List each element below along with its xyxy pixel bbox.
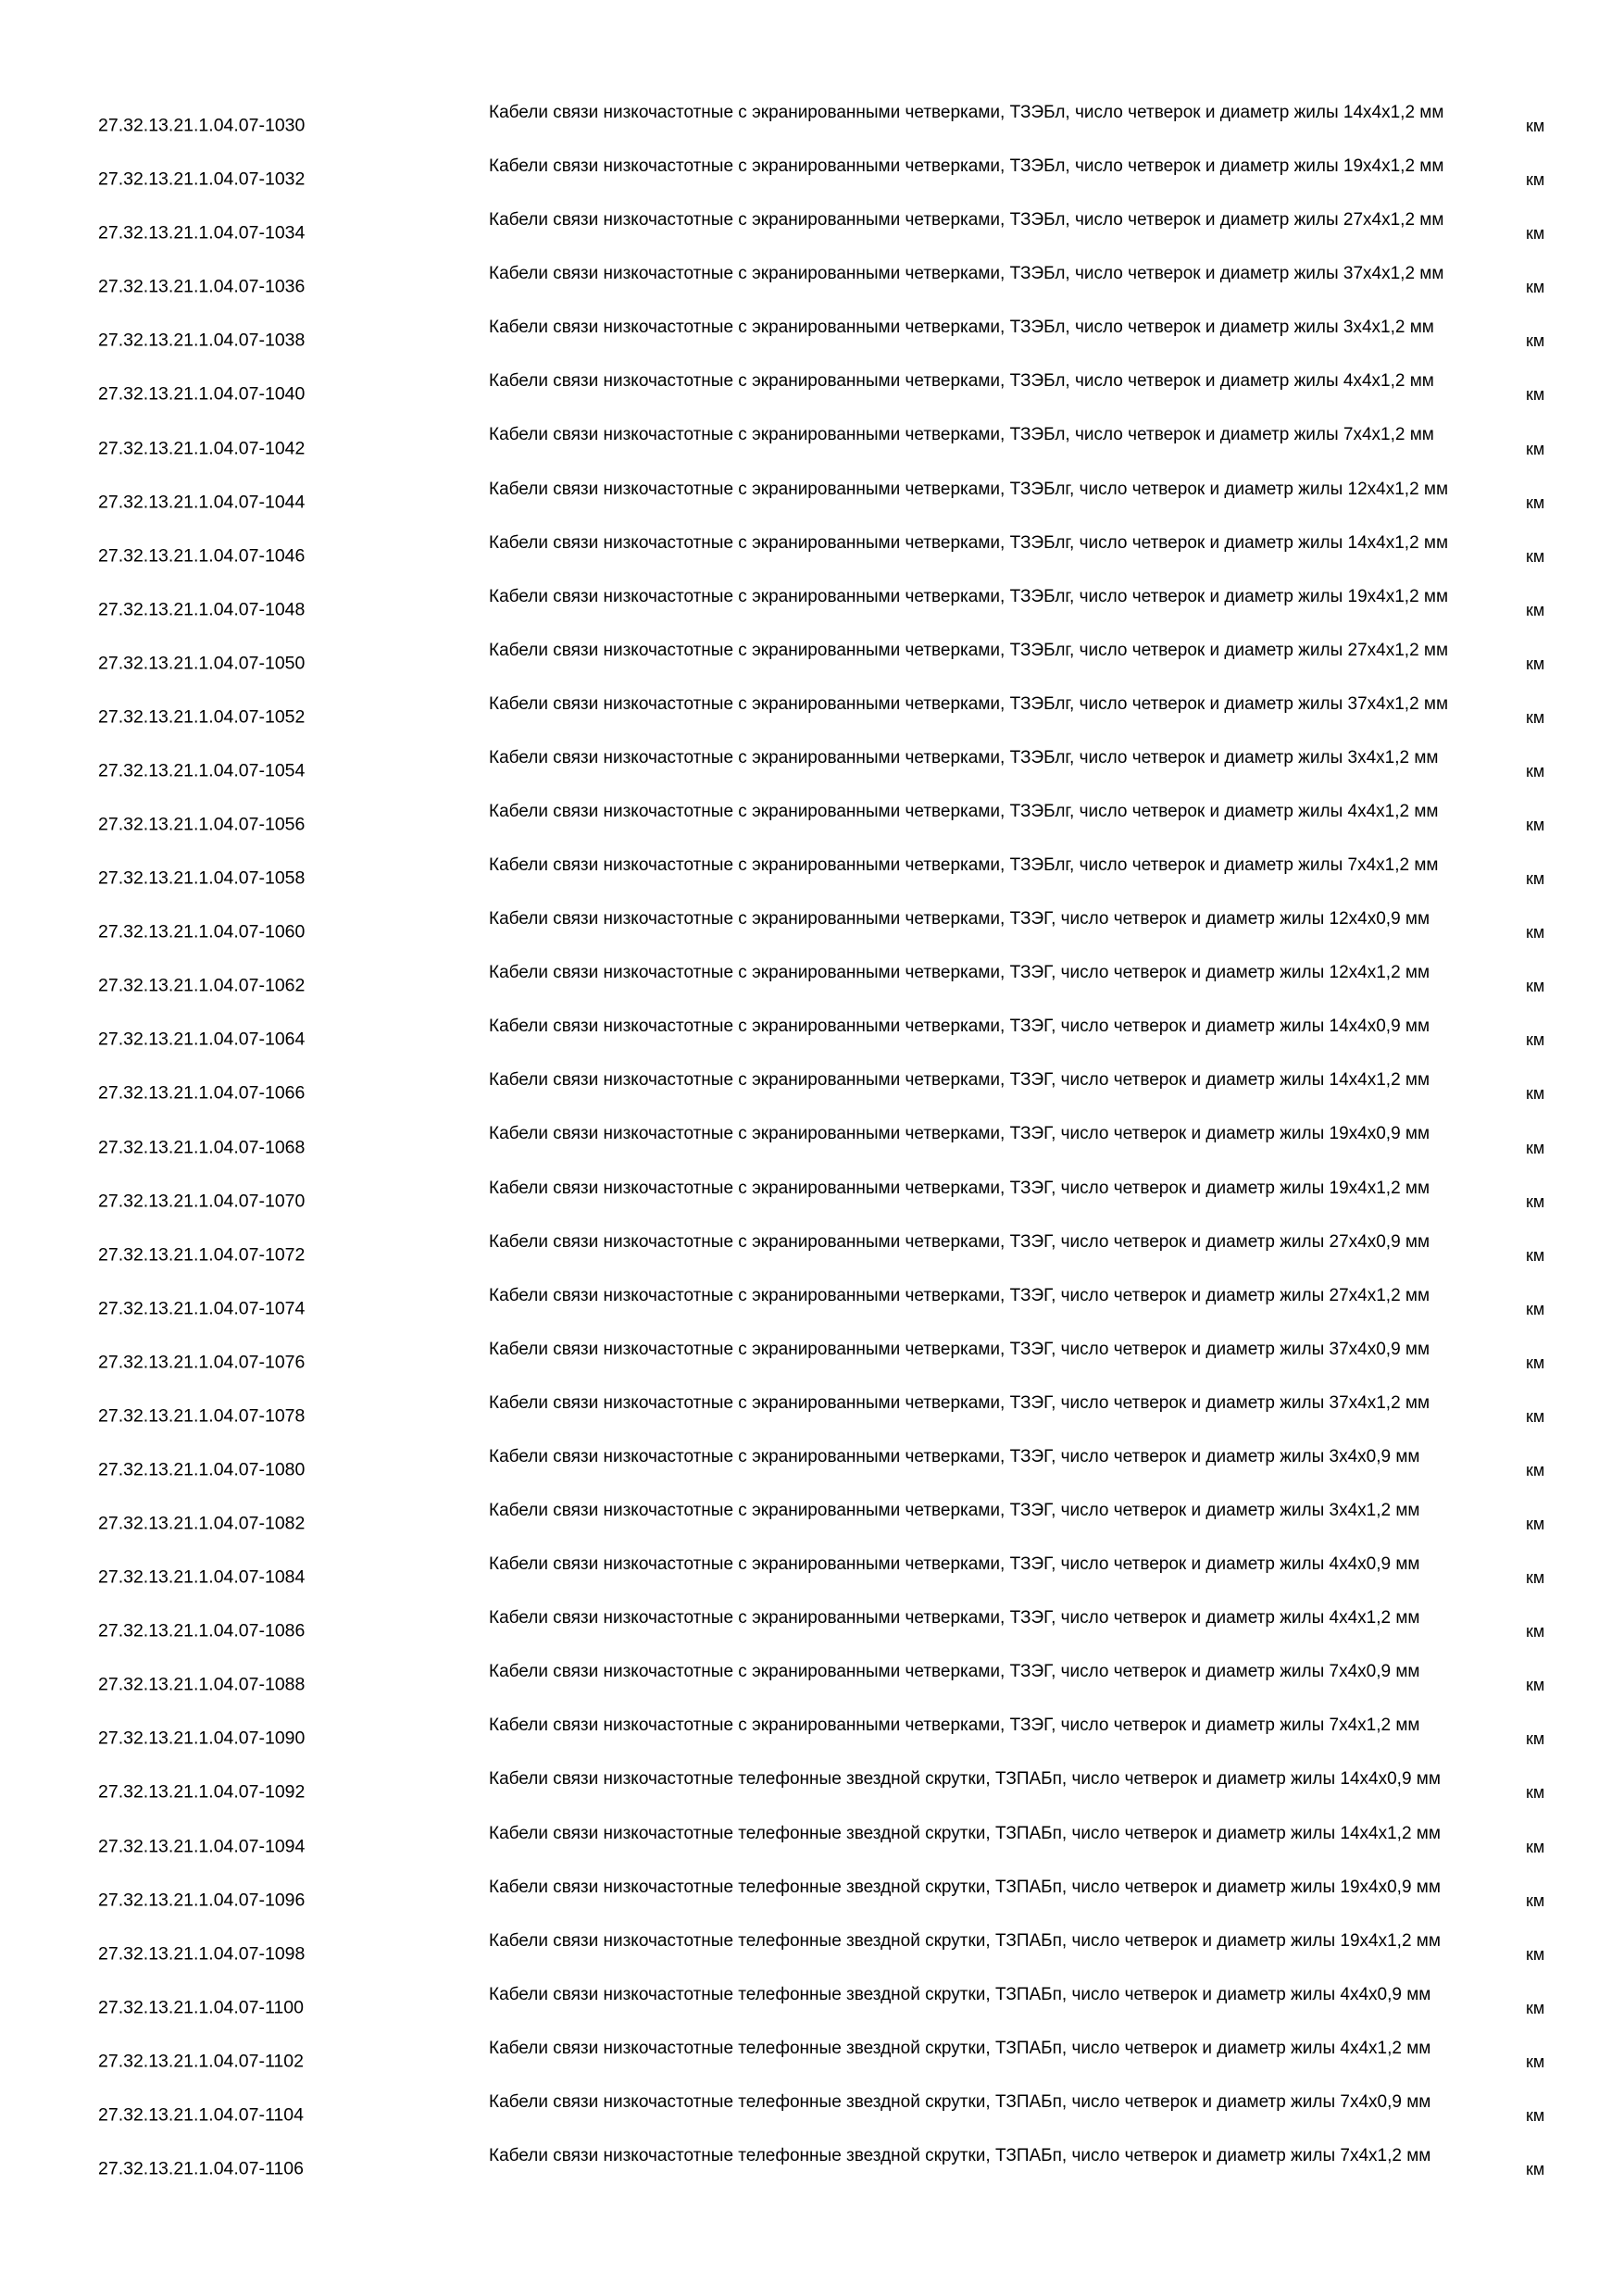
resource-name: Кабели связи низкочастотные с экранированными четверками, ТЗЭГ, число четверок и диаметр жилы 37х4х1,2 мм <box>489 1392 1430 1413</box>
resource-code: 27.32.13.21.1.04.07-1054 <box>98 760 306 781</box>
resource-code: 27.32.13.21.1.04.07-1050 <box>98 653 306 674</box>
resource-name: Кабели связи низкочастотные телефонные звездной скрутки, ТЗПАБп, число четверок и диаметр жилы 14х4х0,9 мм <box>489 1769 1441 1790</box>
resource-code: 27.32.13.21.1.04.07-1060 <box>98 921 306 942</box>
unit-of-measure: км <box>1526 1460 1545 1479</box>
resource-name: Кабели связи низкочастотные телефонные звездной скрутки, ТЗПАБп, число четверок и диаметр жилы 4х4х0,9 мм <box>489 1984 1431 2004</box>
resource-name: Кабели связи низкочастотные с экранированными четверками, ТЗЭБлг, число четверок и диаметр жилы 27х4х1,2 мм <box>489 640 1449 660</box>
unit-of-measure: км <box>1526 600 1545 619</box>
resource-code: 27.32.13.21.1.04.07-1058 <box>98 867 306 889</box>
table-row <box>0 260 1624 314</box>
unit-of-measure: км <box>1526 1515 1545 1534</box>
table-row <box>0 1497 1624 1551</box>
resource-code: 27.32.13.21.1.04.07-1066 <box>98 1082 306 1104</box>
table-row <box>0 1820 1624 1874</box>
table-row <box>0 1874 1624 1928</box>
table-row <box>0 1928 1624 1981</box>
table-row <box>0 1551 1624 1604</box>
resource-name: Кабели связи низкочастотные с экранированными четверками, ТЗЭБл, число четверок и диаметр жилы 7х4х1,2 мм <box>489 425 1434 445</box>
table-row <box>0 583 1624 637</box>
resource-name: Кабели связи низкочастотные с экранированными четверками, ТЗЭГ, число четверок и диаметр жилы 12х4х0,9 мм <box>489 909 1430 930</box>
resource-name: Кабели связи низкочастотные с экранированными четверками, ТЗЭГ, число четверок и диаметр жилы 3х4х1,2 мм <box>489 1501 1420 1521</box>
unit-of-measure: км <box>1526 1676 1545 1695</box>
resource-name: Кабели связи низкочастотные с экранированными четверками, ТЗЭГ, число четверок и диаметр жилы 27х4х1,2 мм <box>489 1285 1430 1305</box>
table-row <box>0 1981 1624 2035</box>
resource-code: 27.32.13.21.1.04.07-1086 <box>98 1620 306 1641</box>
resource-code: 27.32.13.21.1.04.07-1046 <box>98 544 306 566</box>
resource-table <box>0 99 1624 2196</box>
table-row <box>0 99 1624 153</box>
resource-name: Кабели связи низкочастотные телефонные звездной скрутки, ТЗПАБп, число четверок и диаметр жилы 4х4х1,2 мм <box>489 2038 1431 2058</box>
unit-of-measure: км <box>1526 816 1545 835</box>
unit-of-measure: км <box>1526 1783 1545 1803</box>
resource-name: Кабели связи низкочастотные телефонные звездной скрутки, ТЗПАБп, число четверок и диаметр жилы 7х4х1,2 мм <box>489 2145 1431 2165</box>
resource-code: 27.32.13.21.1.04.07-1030 <box>98 115 306 136</box>
resource-name: Кабели связи низкочастотные с экранированными четверками, ТЗЭБлг, число четверок и диаметр жилы 7х4х1,2 мм <box>489 855 1439 876</box>
unit-of-measure: км <box>1526 1299 1545 1318</box>
unit-of-measure: км <box>1526 761 1545 780</box>
resource-name: Кабели связи низкочастотные с экранированными четверками, ТЗЭБлг, число четверок и диаметр жилы 37х4х1,2 мм <box>489 693 1449 714</box>
table-row <box>0 1120 1624 1174</box>
unit-of-measure: км <box>1526 1998 1545 2017</box>
resource-code: 27.32.13.21.1.04.07-1032 <box>98 168 306 190</box>
table-row <box>0 744 1624 798</box>
resource-name: Кабели связи низкочастотные с экранированными четверками, ТЗЭБл, число четверок и диаметр жилы 19х4х1,2 мм <box>489 156 1444 177</box>
unit-of-measure: км <box>1526 546 1545 566</box>
resource-code: 27.32.13.21.1.04.07-1088 <box>98 1674 306 1695</box>
resource-name: Кабели связи низкочастотные с экранированными четверками, ТЗЭГ, число четверок и диаметр жилы 19х4х0,9 мм <box>489 1124 1430 1144</box>
table-row <box>0 153 1624 206</box>
unit-of-measure: км <box>1526 1245 1545 1265</box>
resource-code: 27.32.13.21.1.04.07-1098 <box>98 1942 306 1964</box>
table-row <box>0 798 1624 852</box>
unit-of-measure: км <box>1526 439 1545 458</box>
unit-of-measure: км <box>1526 2105 1545 2125</box>
resource-code: 27.32.13.21.1.04.07-1106 <box>98 2158 304 2179</box>
resource-code: 27.32.13.21.1.04.07-1080 <box>98 1459 306 1480</box>
resource-code: 27.32.13.21.1.04.07-1100 <box>98 1997 304 2018</box>
table-row <box>0 1282 1624 1336</box>
resource-code: 27.32.13.21.1.04.07-1052 <box>98 706 306 728</box>
table-row <box>0 530 1624 583</box>
resource-name: Кабели связи низкочастотные с экранированными четверками, ТЗЭБл, число четверок и диаметр жилы 14х4х1,2 мм <box>489 103 1444 122</box>
table-row <box>0 637 1624 691</box>
table-row <box>0 2142 1624 2196</box>
resource-name: Кабели связи низкочастотные телефонные звездной скрутки, ТЗПАБп, число четверок и диаметр жилы 7х4х0,9 мм <box>489 2091 1431 2112</box>
resource-code: 27.32.13.21.1.04.07-1044 <box>98 491 306 512</box>
table-row <box>0 1175 1624 1229</box>
unit-of-measure: км <box>1526 923 1545 942</box>
table-row <box>0 1013 1624 1067</box>
unit-of-measure: км <box>1526 1353 1545 1372</box>
resource-name: Кабели связи низкочастотные с экранированными четверками, ТЗЭБлг, число четверок и диаметр жилы 14х4х1,2 мм <box>489 532 1449 553</box>
resource-name: Кабели связи низкочастотные с экранированными четверками, ТЗЭБлг, число четверок и диаметр жилы 3х4х1,2 мм <box>489 747 1439 767</box>
unit-of-measure: км <box>1526 1622 1545 1641</box>
resource-code: 27.32.13.21.1.04.07-1084 <box>98 1566 306 1588</box>
unit-of-measure: км <box>1526 654 1545 673</box>
resource-name: Кабели связи низкочастотные телефонные звездной скрутки, ТЗПАБп, число четверок и диаметр жилы 19х4х0,9 мм <box>489 1877 1441 1897</box>
resource-name: Кабели связи низкочастотные с экранированными четверками, ТЗЭГ, число четверок и диаметр жилы 19х4х1,2 мм <box>489 1178 1430 1198</box>
resource-code: 27.32.13.21.1.04.07-1070 <box>98 1190 306 1211</box>
resource-name: Кабели связи низкочастотные с экранированными четверками, ТЗЭГ, число четверок и диаметр жилы 14х4х0,9 мм <box>489 1017 1430 1037</box>
table-row <box>0 2089 1624 2142</box>
resource-code: 27.32.13.21.1.04.07-1048 <box>98 598 306 619</box>
resource-name: Кабели связи низкочастотные с экранированными четверками, ТЗЭБл, число четверок и диаметр жилы 37х4х1,2 мм <box>489 264 1444 284</box>
resource-code: 27.32.13.21.1.04.07-1042 <box>98 437 306 458</box>
resource-name: Кабели связи низкочастотные с экранированными четверками, ТЗЭГ, число четверок и диаметр жилы 3х4х0,9 мм <box>489 1446 1420 1466</box>
resource-name: Кабели связи низкочастотные с экранированными четверками, ТЗЭГ, число четверок и диаметр жилы 7х4х1,2 мм <box>489 1716 1420 1736</box>
unit-of-measure: км <box>1526 1890 1545 1910</box>
resource-code: 27.32.13.21.1.04.07-1090 <box>98 1728 306 1749</box>
resource-code: 27.32.13.21.1.04.07-1040 <box>98 383 306 405</box>
unit-of-measure: км <box>1526 707 1545 727</box>
unit-of-measure: км <box>1526 1192 1545 1211</box>
resource-name: Кабели связи низкочастотные телефонные звездной скрутки, ТЗПАБп, число четверок и диаметр жилы 19х4х1,2 мм <box>489 1930 1441 1951</box>
table-row <box>0 1604 1624 1658</box>
resource-code: 27.32.13.21.1.04.07-1094 <box>98 1835 306 1856</box>
table-row <box>0 1712 1624 1766</box>
resource-code: 27.32.13.21.1.04.07-1096 <box>98 1889 306 1910</box>
unit-of-measure: км <box>1526 224 1545 243</box>
table-row <box>0 959 1624 1013</box>
resource-code: 27.32.13.21.1.04.07-1102 <box>98 2051 304 2072</box>
resource-code: 27.32.13.21.1.04.07-1062 <box>98 975 306 996</box>
resource-code: 27.32.13.21.1.04.07-1082 <box>98 1513 306 1534</box>
resource-name: Кабели связи низкочастотные с экранированными четверками, ТЗЭБл, число четверок и диаметр жилы 3х4х1,2 мм <box>489 318 1434 338</box>
resource-name: Кабели связи низкочастотные с экранированными четверками, ТЗЭБл, число четверок и диаметр жилы 27х4х1,2 мм <box>489 210 1444 231</box>
table-row <box>0 476 1624 530</box>
table-row <box>0 421 1624 475</box>
table-row <box>0 905 1624 959</box>
unit-of-measure: км <box>1526 1030 1545 1050</box>
table-row <box>0 1766 1624 1819</box>
unit-of-measure: км <box>1526 1568 1545 1588</box>
table-row <box>0 206 1624 260</box>
table-row <box>0 1658 1624 1712</box>
resource-code: 27.32.13.21.1.04.07-1056 <box>98 814 306 835</box>
unit-of-measure: км <box>1526 1729 1545 1749</box>
table-row <box>0 1067 1624 1120</box>
resource-code: 27.32.13.21.1.04.07-1104 <box>98 2104 304 2126</box>
unit-of-measure: км <box>1526 1084 1545 1104</box>
unit-of-measure: км <box>1526 1837 1545 1856</box>
unit-of-measure: км <box>1526 1138 1545 1157</box>
resource-code: 27.32.13.21.1.04.07-1036 <box>98 276 306 297</box>
unit-of-measure: км <box>1526 278 1545 297</box>
table-row <box>0 368 1624 421</box>
resource-code: 27.32.13.21.1.04.07-1092 <box>98 1781 306 1803</box>
resource-code: 27.32.13.21.1.04.07-1068 <box>98 1136 306 1157</box>
unit-of-measure: км <box>1526 869 1545 889</box>
resource-name: Кабели связи низкочастотные с экранированными четверками, ТЗЭБлг, число четверок и диаметр жилы 12х4х1,2 мм <box>489 479 1449 499</box>
resource-name: Кабели связи низкочастотные с экранированными четверками, ТЗЭГ, число четверок и диаметр жилы 14х4х1,2 мм <box>489 1070 1430 1091</box>
unit-of-measure: км <box>1526 2160 1545 2178</box>
unit-of-measure: км <box>1526 493 1545 512</box>
unit-of-measure: км <box>1526 170 1545 190</box>
resource-name: Кабели связи низкочастотные с экранированными четверками, ТЗЭГ, число четверок и диаметр жилы 4х4х1,2 мм <box>489 1608 1420 1628</box>
resource-name: Кабели связи низкочастотные телефонные звездной скрутки, ТЗПАБп, число четверок и диаметр жилы 14х4х1,2 мм <box>489 1823 1441 1843</box>
resource-code: 27.32.13.21.1.04.07-1078 <box>98 1405 306 1427</box>
resource-code: 27.32.13.21.1.04.07-1076 <box>98 1352 306 1373</box>
resource-code: 27.32.13.21.1.04.07-1072 <box>98 1243 306 1265</box>
table-row <box>0 2035 1624 2089</box>
table-row <box>0 1443 1624 1497</box>
table-row <box>0 1390 1624 1443</box>
table-row <box>0 691 1624 744</box>
resource-code: 27.32.13.21.1.04.07-1064 <box>98 1029 306 1050</box>
resource-code: 27.32.13.21.1.04.07-1074 <box>98 1298 306 1318</box>
resource-name: Кабели связи низкочастотные с экранированными четверками, ТЗЭГ, число четверок и диаметр жилы 4х4х0,9 мм <box>489 1554 1420 1575</box>
resource-name: Кабели связи низкочастотные с экранированными четверками, ТЗЭГ, число четверок и диаметр жилы 37х4х0,9 мм <box>489 1339 1430 1359</box>
table-row <box>0 314 1624 368</box>
resource-code: 27.32.13.21.1.04.07-1034 <box>98 222 306 243</box>
resource-code: 27.32.13.21.1.04.07-1038 <box>98 330 306 351</box>
resource-name: Кабели связи низкочастотные с экранированными четверками, ТЗЭБлг, число четверок и диаметр жилы 4х4х1,2 мм <box>489 802 1439 822</box>
unit-of-measure: км <box>1526 331 1545 351</box>
unit-of-measure: км <box>1526 1406 1545 1426</box>
resource-name: Кабели связи низкочастотные с экранированными четверками, ТЗЭБлг, число четверок и диаметр жилы 19х4х1,2 мм <box>489 586 1449 606</box>
table-row <box>0 1229 1624 1282</box>
unit-of-measure: км <box>1526 117 1545 136</box>
unit-of-measure: км <box>1526 977 1545 996</box>
table-row <box>0 1336 1624 1390</box>
unit-of-measure: км <box>1526 2052 1545 2071</box>
table-row <box>0 852 1624 905</box>
resource-name: Кабели связи низкочастотные с экранированными четверками, ТЗЭГ, число четверок и диаметр жилы 27х4х0,9 мм <box>489 1231 1430 1252</box>
unit-of-measure: км <box>1526 1944 1545 1964</box>
resource-name: Кабели связи низкочастотные с экранированными четверками, ТЗЭГ, число четверок и диаметр жилы 7х4х0,9 мм <box>489 1662 1420 1682</box>
resource-name: Кабели связи низкочастотные с экранированными четверками, ТЗЭБл, число четверок и диаметр жилы 4х4х1,2 мм <box>489 371 1434 392</box>
unit-of-measure: км <box>1526 385 1545 405</box>
resource-name: Кабели связи низкочастотные с экранированными четверками, ТЗЭГ, число четверок и диаметр жилы 12х4х1,2 мм <box>489 963 1430 983</box>
